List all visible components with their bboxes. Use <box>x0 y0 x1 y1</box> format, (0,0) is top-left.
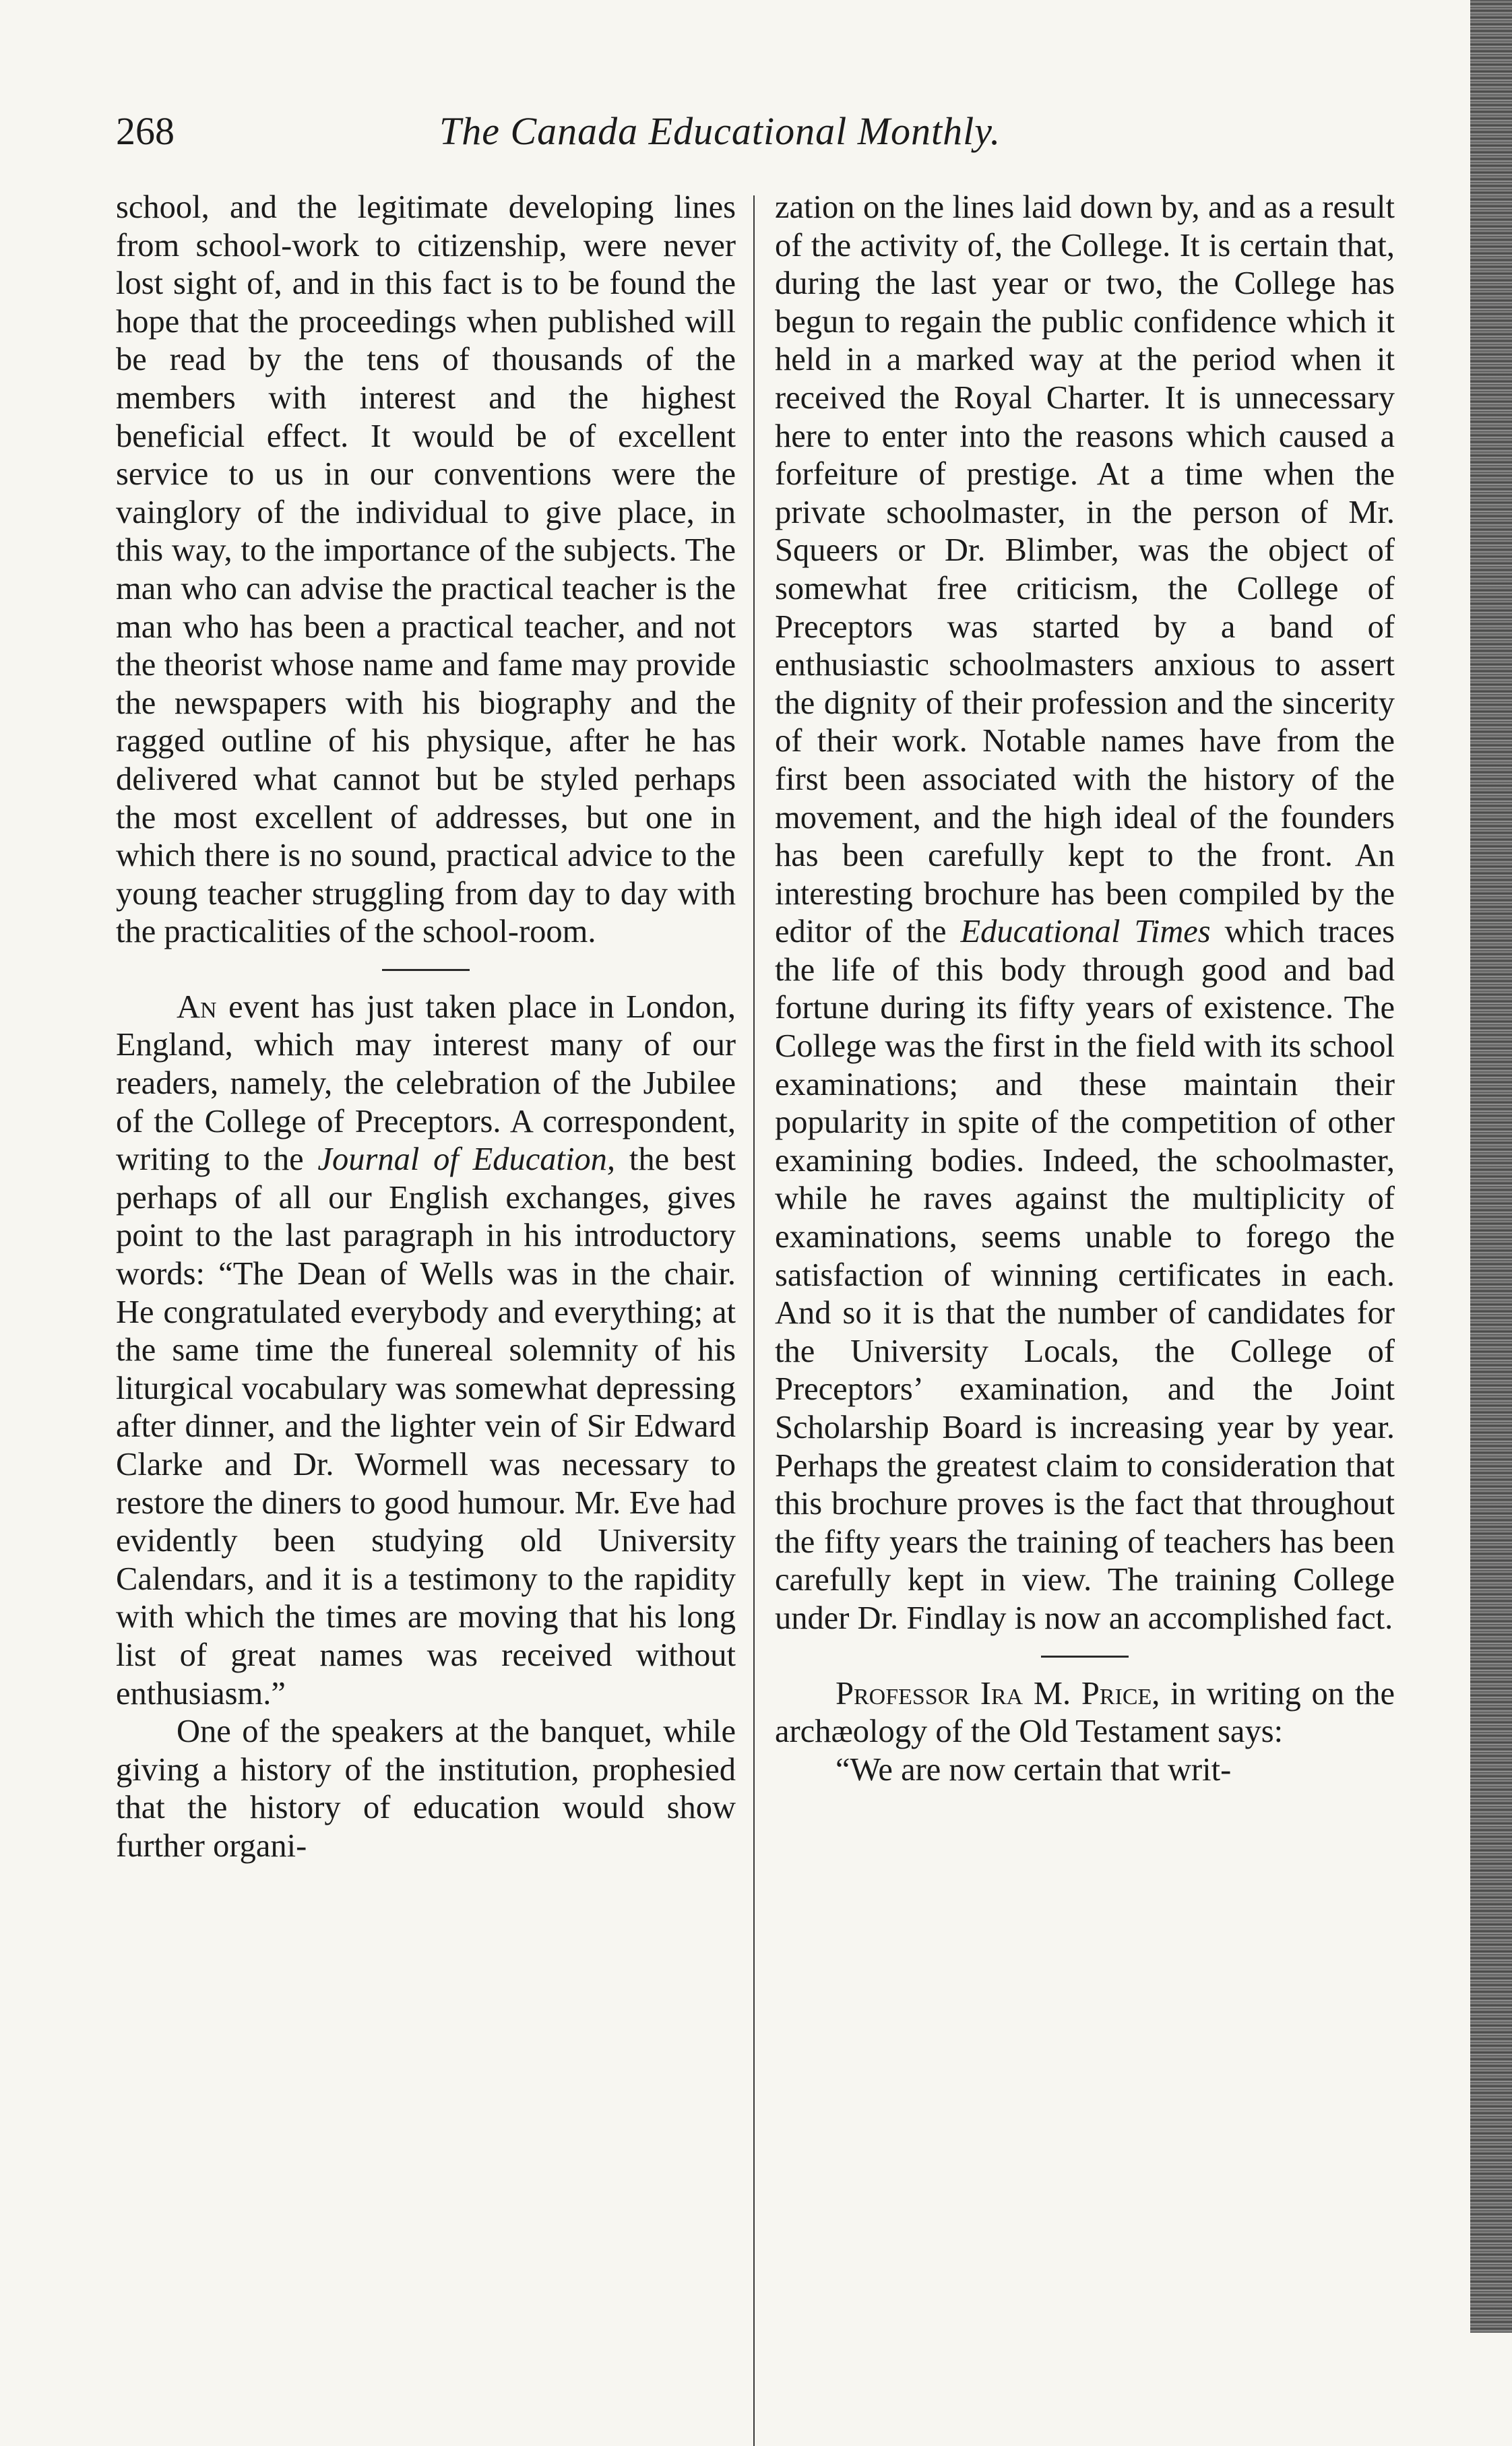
paragraph-price: Professor Ira M. Price, in writing on the archæology of the Old Testament says: <box>775 1675 1395 1750</box>
journal-of-education: Journal of Education, <box>317 1141 616 1178</box>
journal-title: The Canada Educational Monthly. <box>439 109 1001 153</box>
author-name: Professor Ira M. Price, <box>836 1675 1160 1712</box>
section-separator <box>382 969 470 971</box>
paragraph-jubilee: An event has just taken place in London, England, which may interest many of our readers, namely, the celebration of the Jubilee of the College of Preceptors. A correspondent, writing to the Journal of Education, the best perhaps of all our English exchanges, gives point to the last paragraph in his introductory words: “The Dean of Wells was in the chair. He congratulated everybody and everything; at the same time the funereal solemnity of his liturgical vocabulary was somewhat depressing after dinner, and the lighter vein of Sir Edward Clarke and Dr. Wormell was necessary to restore the diners to good humour. Mr. Eve had evidently been studying old University Calendars, and it is a testimony to the rapidity with which the times are moving that his long list of great names was received without enthusiasm.” <box>116 989 736 1712</box>
lead-word: An <box>177 989 217 1025</box>
page-edge-shadow <box>1470 0 1512 2333</box>
right-column <box>775 189 1395 1789</box>
paragraph-college: zation on the lines laid down by, and as a result of the activity of, the College. It is certain that, during the last year or two, the College has begun to regain the public confidence which it held in a marked way at the period when it received the Royal Charter. It is unnecessary here to enter into the reasons which caused a forfeiture of prestige. At a time when the private schoolmaster, in the person of Mr. Squeers or Dr. Blimber, was the object of somewhat free criticism, the College of Preceptors was started by a band of enthusiastic schoolmasters anxious to assert the dignity of their profession and the sincerity of their work. Notable names have from the first been associated with the history of the movement, and the high ideal of the founders has been carefully kept to the front. An interesting brochure has been compiled by the editor of the Educational Times which traces the life of this body through good and bad fortune during its fifty years of existence. The College was the first in the field with its school examinations; and these maintain their popularity in spite of the competition of other examining bodies. Indeed, the schoolmaster, while he raves against the multiplicity of examinations, seems unable to forego the satisfaction of winning certificates in each. And so it is that the number of candidates for the University Locals, the College of Preceptors’ examination, and the Joint Scholarship Board is increasing year by year. Perhaps the greatest claim to consideration that this brochure proves is the fact that throughout the fifty years the training of teachers has been carefully kept in view. The training College under Dr. Findlay is now an accomplished fact. <box>775 189 1395 1636</box>
paragraph-quote: “We are now certain that writ- <box>836 1751 1232 1788</box>
educational-times: Educational Times <box>960 914 1211 950</box>
section-separator <box>1041 1656 1129 1658</box>
page-number: 268 <box>116 109 175 153</box>
left-column <box>116 189 736 1866</box>
paragraph-school-room: school, and the legitimate developing lines from school-work to citizenship, were never lost sight of, and in this fact is to be found the hope that the proceedings when published will be read by the tens of thousands of the members with interest and the highest beneficial effect. It would be of excellent service to us in our conventions were the vainglory of the individual to give place, in this way, to the importance of the subjects. The man who can advise the practical teacher is the man who has been a practical teacher, and not the theorist whose name and fame may provide the newspapers with his biography and the ragged outline of his physique, after he has delivered what cannot but be styled perhaps the most excellent of addresses, but one in which there is no sound, practical advice to the young teacher struggling from day to day with the practicalities of the school-room. <box>116 189 736 950</box>
paragraph-banquet: One of the speakers at the banquet, while giving a history of the institution, prophesied that the history of education would show further organi- <box>116 1714 736 1864</box>
column-divider <box>753 195 755 2446</box>
running-header <box>116 101 1127 162</box>
